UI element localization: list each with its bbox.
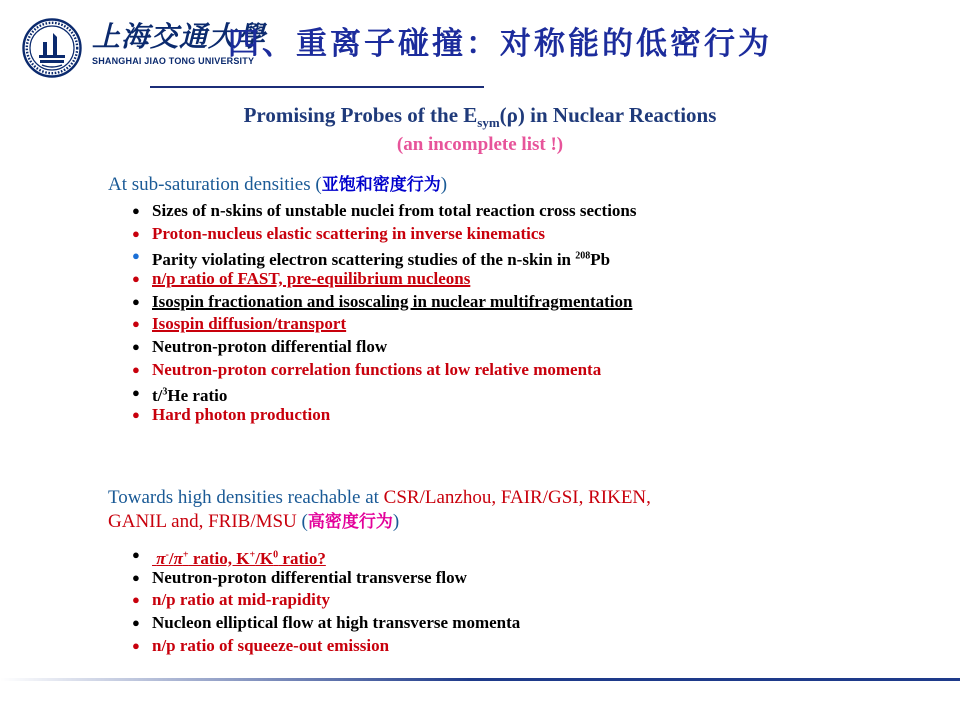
bullet-icon: ● xyxy=(132,361,140,377)
footer-rule xyxy=(470,678,960,681)
list-item xyxy=(132,404,637,427)
subtitle-subscript: sym xyxy=(477,115,500,131)
bullet-icon: ● xyxy=(132,569,140,585)
list-item xyxy=(132,612,520,635)
list-item xyxy=(132,635,520,658)
list-item xyxy=(132,382,637,405)
list-item xyxy=(132,589,520,612)
university-seal-icon xyxy=(22,18,82,78)
section1-heading-suffix: ) xyxy=(440,174,448,195)
list-item xyxy=(132,313,637,336)
section2-line2-labs: GANIL and, FRIB/MSU xyxy=(108,511,297,532)
item-mid: ratio, K xyxy=(188,548,250,568)
item-text: Isospin fractionation and isoscaling in nuclear multifragmentation xyxy=(152,291,633,311)
item-text xyxy=(152,386,227,405)
bullet-icon: ● xyxy=(132,407,140,423)
section2-line1 xyxy=(108,486,651,510)
item-text-after: He ratio xyxy=(167,386,228,406)
slide-title: 四、重离子碰撞：对称能的低密行为 xyxy=(228,26,772,62)
section1-heading-cn: 亚饱和密度行为 xyxy=(321,175,441,195)
item-text-before: Parity violating electron scattering studies of the n-skin in xyxy=(152,250,576,270)
subtitle-prefix: Promising Probes of the E xyxy=(243,103,478,127)
bullet-icon: ● xyxy=(132,339,140,355)
section2-heading-suffix: ) xyxy=(392,511,400,532)
list-item xyxy=(132,544,520,567)
item-text-before: t/ xyxy=(152,386,163,406)
university-name-en: SHANGHAI JIAO TONG UNIVERSITY xyxy=(92,56,255,66)
list-item xyxy=(132,359,637,382)
item-text: Neutron-proton differential flow xyxy=(152,337,388,357)
bullet-icon: ● xyxy=(132,592,140,608)
item-superscript: 208 xyxy=(575,250,591,262)
item-pi-1: π xyxy=(156,548,166,568)
item-text xyxy=(152,250,610,269)
list-item xyxy=(132,245,637,268)
list-item xyxy=(132,291,637,314)
section-heading-low-density xyxy=(108,173,447,197)
item-text: Neutron-proton differential transverse flow xyxy=(152,567,467,587)
bullet-icon: ● xyxy=(132,547,140,562)
university-name-cn: 上海交通大學 xyxy=(92,20,267,53)
bullet-icon: ● xyxy=(132,203,140,218)
section2-line1-labs: CSR/Lanzhou, FAIR/GSI, RIKEN, xyxy=(383,487,651,508)
item-text: n/p ratio of squeeze-out emission xyxy=(152,635,390,655)
item-slash: / xyxy=(168,548,174,568)
item-superscript: + xyxy=(182,549,189,560)
university-name xyxy=(92,20,267,76)
item-text: Sizes of n-skins of unstable nuclei from total reaction cross sections xyxy=(152,201,637,220)
item-text: n/p ratio of FAST, pre-equilibrium nucleons xyxy=(152,269,471,289)
bullet-icon: ● xyxy=(132,248,140,264)
bullet-icon: ● xyxy=(132,293,140,309)
item-end: ratio? xyxy=(278,548,326,568)
bullet-icon: ● xyxy=(132,637,140,653)
subtitle-suffix: (ρ) in Nuclear Reactions xyxy=(499,103,717,127)
item-superscript: 0 xyxy=(273,549,279,560)
subtitle-note: (an incomplete list !) xyxy=(396,134,564,155)
section2-heading-cn: 高密度行为 xyxy=(307,512,393,532)
list-item xyxy=(132,567,520,590)
low-density-probe-list xyxy=(132,200,637,427)
section-heading-high-density xyxy=(108,486,651,534)
item-mid2: /K xyxy=(255,548,274,568)
footer-rule-fade xyxy=(0,678,470,681)
list-item xyxy=(132,223,637,246)
bullet-icon: ● xyxy=(132,316,140,332)
item-text xyxy=(152,549,326,568)
bullet-icon: ● xyxy=(132,615,140,631)
header xyxy=(0,0,960,100)
item-pi-2: π xyxy=(173,548,183,568)
high-density-probe-list xyxy=(132,544,520,657)
item-text: Proton-nucleus elastic scattering in inverse kinematics xyxy=(152,223,546,243)
item-text: Neutron-proton correlation functions at low relative momenta xyxy=(152,359,602,379)
list-item xyxy=(132,200,637,223)
item-text: Nucleon elliptical flow at high transverse momenta xyxy=(152,613,521,633)
section2-line1-prefix: Towards high densities reachable at xyxy=(108,487,384,508)
item-superscript: 3 xyxy=(162,386,168,398)
item-superscript: + xyxy=(249,549,256,560)
item-text: Isospin diffusion/transport xyxy=(152,314,347,334)
list-item xyxy=(132,268,637,291)
list-item xyxy=(132,336,637,359)
item-superscript: - xyxy=(165,549,169,560)
item-text: Hard photon production xyxy=(152,405,331,425)
section1-heading-prefix: At sub-saturation densities ( xyxy=(108,174,322,195)
bullet-icon: ● xyxy=(132,384,140,400)
bullet-icon: ● xyxy=(132,225,140,241)
item-text: n/p ratio at mid-rapidity xyxy=(152,590,331,610)
section2-line2-open: ( xyxy=(296,511,308,532)
bullet-icon: ● xyxy=(132,271,140,287)
section2-line2 xyxy=(108,510,651,534)
title-underline xyxy=(150,86,484,88)
item-text-after: Pb xyxy=(590,250,611,270)
